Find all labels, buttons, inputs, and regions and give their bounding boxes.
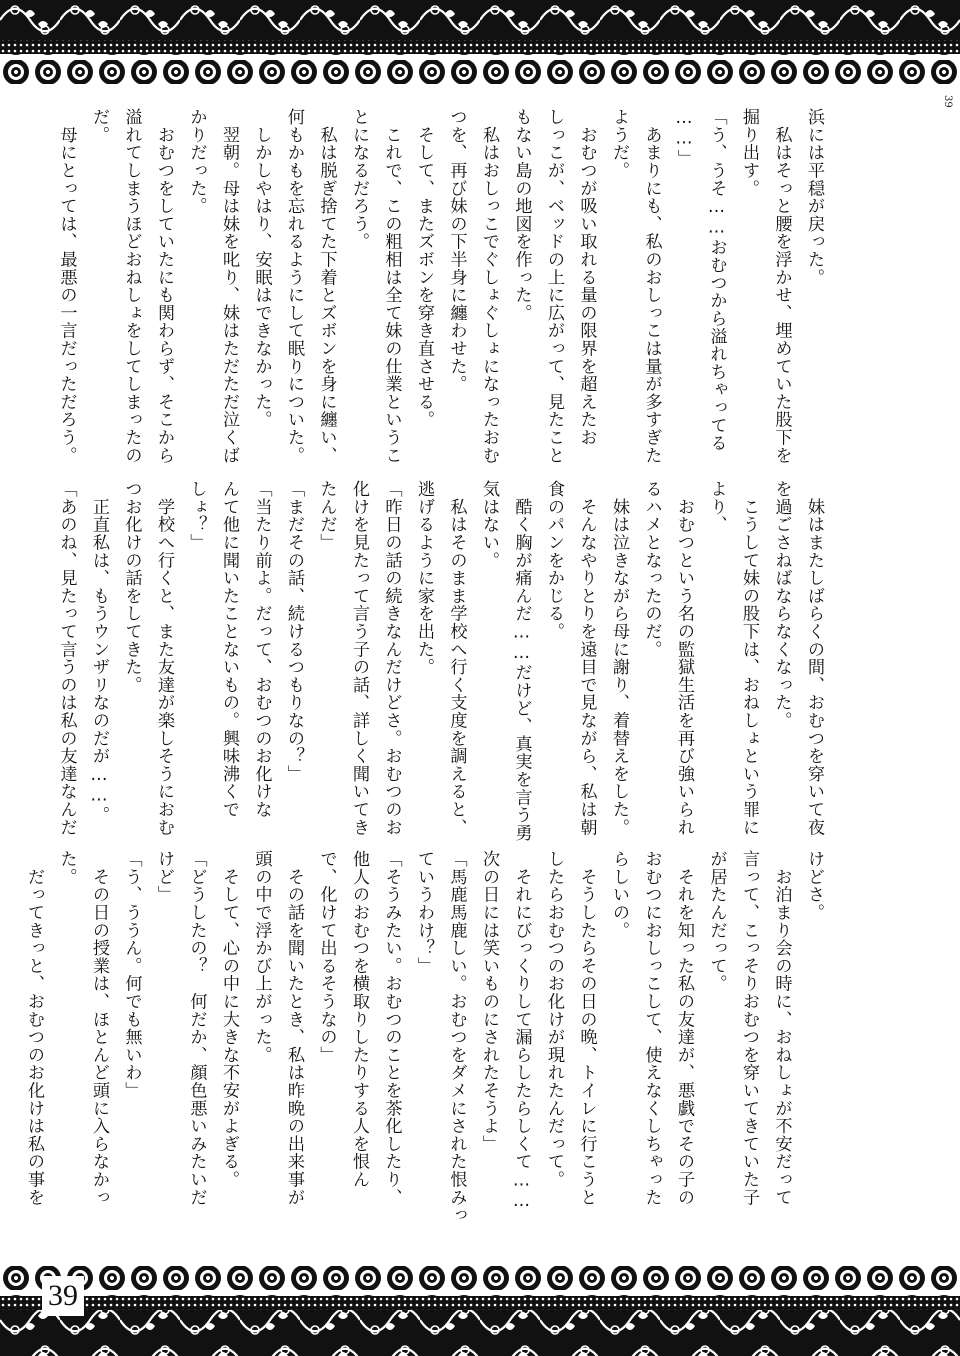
text-line: つお化けの話をしてきた。 xyxy=(121,480,142,694)
text-line: たんだ」 xyxy=(316,480,337,552)
text-line: 「昨日の話の続きなんだけどさ。おむつのお xyxy=(381,480,402,836)
text-line: るハメとなったのだ。 xyxy=(641,480,662,658)
top-lace-ornament xyxy=(0,0,960,92)
text-line: ……」 xyxy=(674,108,694,167)
text-line: とになるだろう。 xyxy=(349,108,369,251)
text-line: 浜には平穏が戻った。 xyxy=(804,108,824,286)
text-line: かりだった。 xyxy=(186,108,207,215)
text-line: 「そうみたい。おむつのことを茶化したり、 xyxy=(381,850,402,1206)
text-line: 「まだその話、続けるつもりなの？」 xyxy=(284,480,304,783)
text-line: 食のパンをかじる。 xyxy=(544,480,564,641)
text-line: あまりにも、私のおしっこは量が多すぎた xyxy=(641,108,662,464)
text-line: 「どうしたの？ 何だか、顔色悪いみたいだ xyxy=(186,850,207,1206)
text-line: その話を聞いたとき、私は昨晩の出来事が xyxy=(284,850,304,1206)
text-line: けど」 xyxy=(154,850,174,904)
text-line: が居たんだって。 xyxy=(706,850,727,993)
text-line: 私はそのまま学校へ行く支度を調えると、 xyxy=(446,480,467,836)
text-line: 溢れてしまうほどおねしょをしてしまったの xyxy=(121,108,142,464)
text-line: 私はそっと腰を浮かせ、埋めていた股下を xyxy=(771,108,792,464)
text-line: 他人のおむつを横取りしたりする人を恨ん xyxy=(349,850,369,1189)
text-line: もない島の地図を作った。 xyxy=(511,108,532,322)
top-lace-border xyxy=(0,0,960,92)
text-line: 私はおしっこでぐしょぐしょになったおむ xyxy=(479,108,499,464)
text-line: それにびっくりして漏らしたらしくて…… xyxy=(511,850,532,1212)
text-line: しょ？」 xyxy=(186,480,207,552)
text-line: 翌朝。母は妹を叱り、妹はただただ泣くば xyxy=(219,108,239,464)
text-line: おむつにおしっこして、使えなくしちゃった xyxy=(641,850,662,1206)
text-line: おむつをしていたにも関わらず、そこから xyxy=(154,108,174,464)
text-line: お泊まり会の時に、おねしょが不安だって xyxy=(771,850,792,1206)
text-line: ていうわけ？」 xyxy=(414,850,434,975)
text-line: ようだ。 xyxy=(609,108,629,180)
text-line: だ。 xyxy=(89,108,109,144)
text-line: 正直私は、もうウンザリなのだが……。 xyxy=(89,480,109,824)
text-line: つを、再び妹の下半身に纏わせた。 xyxy=(446,108,467,393)
text-line: 酷く胸が痛んだ……だけど、真実を言う勇 xyxy=(511,480,532,842)
text-line: これで、この粗相は全て妹の仕業というこ xyxy=(381,108,402,464)
page-number: 39 xyxy=(42,1276,84,1316)
text-line: おむつという名の監獄生活を再び強いられ xyxy=(674,480,694,836)
text-line: それを知った私の友達が、悪戯でその子の xyxy=(674,850,694,1206)
text-line: 気はない。 xyxy=(479,480,499,569)
text-line: で、化けて出るそうなの」 xyxy=(316,850,337,1064)
text-line: 「馬鹿馬鹿しい。おむつをダメにされた恨みっ xyxy=(446,850,467,1224)
text-line: 「う、ううん。何でも無いわ」 xyxy=(121,850,142,1100)
text-line: を過ごさねばならなくなった。 xyxy=(771,480,792,730)
text-line: 何もかもを忘れるようにして眠りについた。 xyxy=(284,108,304,464)
text-line: しかしやはり、安眠はできなかった。 xyxy=(251,108,272,429)
text-line: より、 xyxy=(706,480,727,534)
text-line: けどさ。 xyxy=(804,850,824,922)
text-line: だってきっと、おむつのお化けは私の事を xyxy=(24,850,44,1206)
text-line: そして、心の中に大きな不安がよぎる。 xyxy=(219,850,239,1189)
text-line: 妹はまたしばらくの間、おむつを穿いて夜 xyxy=(804,480,824,836)
text-line: 私は脱ぎ捨てた下着とズボンを身に纏い、 xyxy=(316,108,337,464)
text-line: そうしたらその日の晩、トイレに行こうと xyxy=(576,850,597,1206)
text-line: したらおむつのお化けが現れたんだって。 xyxy=(544,850,564,1189)
text-line: おむつが吸い取れる量の限界を超えたお xyxy=(576,108,597,447)
text-line: そして、またズボンを穿き直させる。 xyxy=(414,108,434,429)
text-line: 掘り出す。 xyxy=(739,108,759,197)
text-line: らしいの。 xyxy=(609,850,629,939)
text-block-bottom xyxy=(18,850,831,1224)
text-line: 次の日には笑いものにされたそうよ」 xyxy=(479,850,499,1153)
text-line: 頭の中で浮かび上がった。 xyxy=(251,850,272,1064)
text-line: こうして妹の股下は、おねしょという罪に xyxy=(739,480,759,836)
text-line: 「当たり前よ。だって、おむつのお化けな xyxy=(251,480,272,819)
bottom-lace-border xyxy=(0,1260,960,1356)
text-block-top xyxy=(50,108,830,468)
text-line: 逃げるように家を出た。 xyxy=(414,480,434,676)
text-line: その日の授業は、ほとんど頭に入らなかっ xyxy=(89,850,109,1206)
text-line: んて他に聞いたことないもの。興味沸くで xyxy=(219,480,239,819)
text-block-middle xyxy=(50,480,830,840)
text-line: しっこが、ベッドの上に広がって、見たこと xyxy=(544,108,564,464)
text-line: 妹は泣きながら母に謝り、着替えをした。 xyxy=(609,480,629,836)
text-line: そんなやりとりを遠目で見ながら、私は朝 xyxy=(576,480,597,836)
page-number-box xyxy=(22,1272,104,1320)
text-line: 学校へ行くと、また友達が楽しそうにおむ xyxy=(154,480,174,836)
text-line: 化けを見たって言う子の話、詳しく聞いてき xyxy=(349,480,369,836)
text-line: 言って、こっそりおむつを穿いてきていた子 xyxy=(739,850,759,1206)
text-line: 「あのね、見たって言うのは私の友達なんだ xyxy=(56,480,77,836)
text-line: 「う、うそ……おむつから溢れちゃってる xyxy=(706,108,727,452)
running-page-number: 39 xyxy=(942,95,953,108)
text-line: 母にとっては、最悪の一言だっただろう。 xyxy=(56,108,77,464)
bottom-lace-ornament xyxy=(0,1260,960,1356)
text-line: た。 xyxy=(56,850,77,886)
